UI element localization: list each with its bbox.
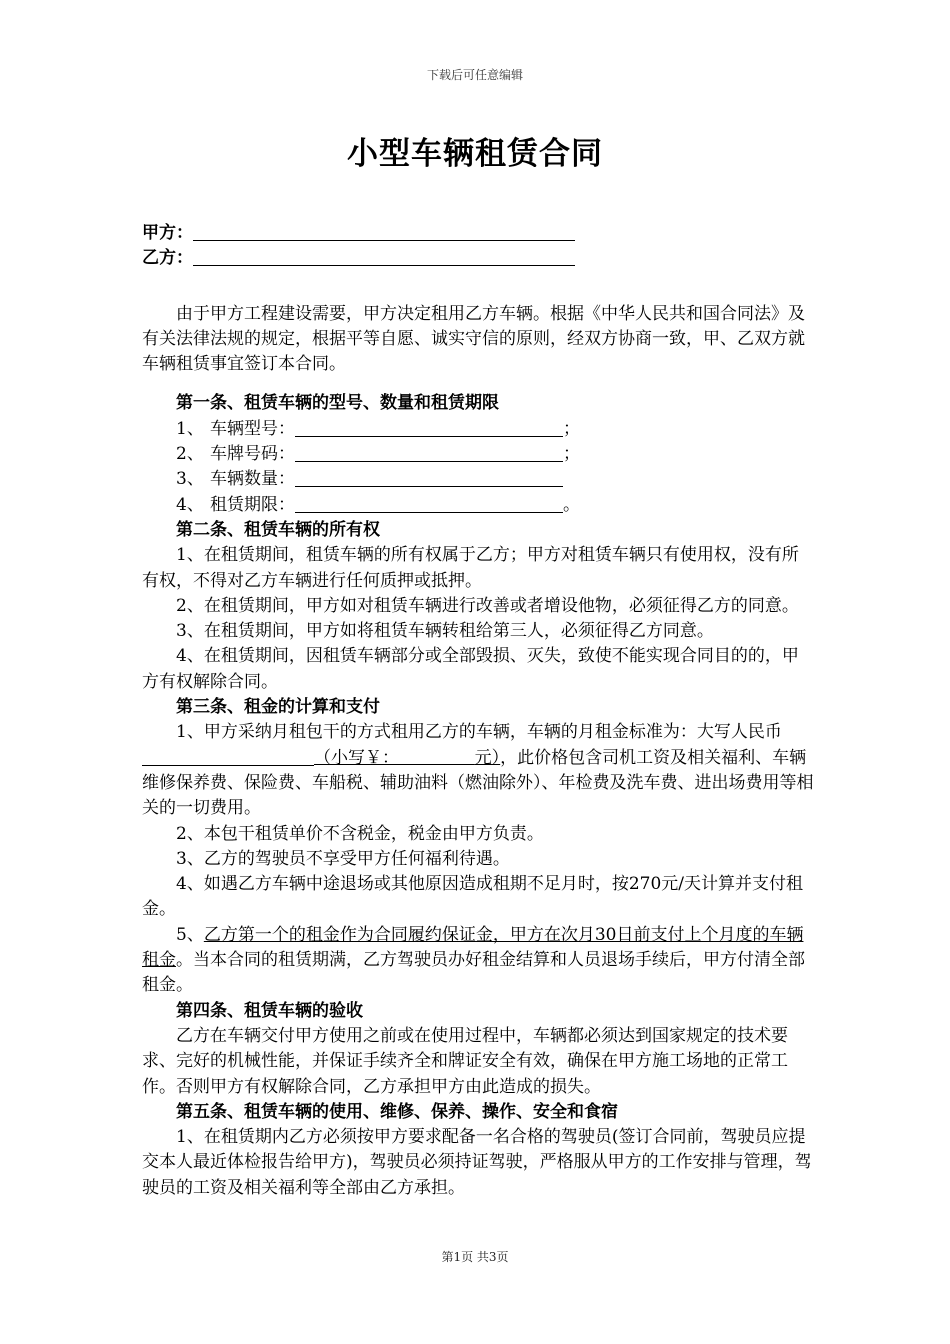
vehicle-model-blank	[295, 418, 563, 437]
party-b-line	[142, 246, 814, 271]
page-number: 第1页 共3页	[441, 1250, 509, 1264]
article3-heading: 第三条、租金的计算和支付	[176, 697, 380, 718]
article2-paragraph: 3、在租赁期间，甲方如将租赁车辆转租给第三人，必须征得乙方同意。	[176, 621, 714, 642]
article3-paragraph-1	[142, 720, 814, 821]
vehicle-count-blank	[295, 468, 563, 487]
item-label: 车辆数量：	[210, 469, 295, 490]
rent-inclusion-text: ，此价格包含司机工资及相关福利、车辆维修保养费、保险费、车船税、辅助油料（燃油除外）、年检费及洗车费、进出场费用等相关的一切费用。	[142, 747, 814, 819]
article1-item	[142, 467, 814, 492]
item-number: 4、	[176, 494, 204, 515]
article3-paragraph-3: 3、乙方的驾驶员不享受甲方任何福利待遇。	[176, 848, 510, 869]
article1-item	[142, 417, 814, 442]
rent-lowercase-blank	[399, 748, 475, 768]
item-number: 1、	[176, 418, 204, 439]
article4-heading: 第四条、租赁车辆的验收	[176, 1000, 363, 1021]
plate-number-blank	[295, 443, 563, 462]
preamble-paragraph: 由于甲方工程建设需要，甲方决定租用乙方车辆。根据《中华人民共和国合同法》及有关法律法规的规定，根据平等自愿、诚实守信的原则，经双方协商一致，甲、乙双方就车辆租赁事宜签订本合同。	[142, 303, 805, 375]
article2-paragraph: 4、在租赁期间，因租赁车辆部分或全部毁损、灭失，致使不能实现合同目的的，甲方有权解除合同。	[142, 646, 799, 692]
party-a-blank	[193, 222, 575, 241]
party-a-line	[142, 221, 814, 246]
rent-unit: 元）	[474, 747, 501, 768]
item-number: 2、	[176, 444, 204, 465]
rent-lowercase-label: （小写￥：	[314, 747, 399, 768]
article3-paragraph-5	[142, 923, 814, 999]
document-body	[142, 221, 814, 1201]
item-end: ；	[563, 444, 580, 465]
party-b-label: 乙方：	[142, 248, 193, 269]
article2-heading: 第二条、租赁车辆的所有权	[176, 519, 380, 540]
item-number: 5、	[176, 924, 204, 945]
item-end: 。	[563, 494, 580, 515]
article5-paragraph: 1、在租赁期内乙方必须按甲方要求配备一名合格的驾驶员(签订合同前，驾驶员应提交本人最近体检报告给甲方)，驾驶员必须持证驾驶，严格服从甲方的工作安排与管理，驾驶员的工资及相关福利等全部由乙方承担。	[142, 1127, 812, 1198]
article2-paragraph: 2、在租赁期间，甲方如对租赁车辆进行改善或者增设他物，必须征得乙方的同意。	[176, 595, 799, 616]
rent-uppercase-blank	[142, 747, 314, 766]
item-number: 3、	[176, 469, 204, 490]
article1-heading: 第一条、租赁车辆的型号、数量和租赁期限	[176, 393, 499, 414]
article3-paragraph-2: 2、本包干租赁单价不含税金，税金由甲方负责。	[176, 823, 544, 844]
article1-item	[142, 493, 814, 518]
item-end: ；	[563, 418, 580, 439]
item-label: 租赁期限：	[210, 494, 295, 515]
party-a-label: 甲方：	[142, 223, 193, 243]
article5-heading: 第五条、租赁车辆的使用、维修、保养、操作、安全和食宿	[176, 1101, 618, 1122]
article1-item	[142, 442, 814, 467]
lease-term-blank	[295, 494, 563, 513]
item-label: 车牌号码：	[210, 444, 295, 465]
deposit-clause-underlined: 乙方第一个的租金作为合同履约保证金，甲方在次月30日前支付上个月度的车辆租金	[142, 924, 804, 971]
deposit-clause-rest: 。当本合同的租赁期满，乙方驾驶员办好租金结算和人员退场手续后，甲方付清全部租金。	[142, 950, 805, 996]
rent-standard-text: 1、甲方采纳月租包干的方式租用乙方的车辆，车辆的月租金标准为：大写人民币	[176, 722, 782, 743]
article4-paragraph: 乙方在车辆交付甲方使用之前或在使用过程中，车辆都必须达到国家规定的技术要求、完好的机械性能，并保证手续齐全和牌证安全有效，确保在甲方施工场地的正常工作。否则甲方有权解除合同，乙方承担甲方由此造成的损失。	[142, 1025, 788, 1097]
article2-paragraph: 1、在租赁期间，租赁车辆的所有权属于乙方；甲方对租赁车辆只有使用权，没有所有权，不得对乙方车辆进行任何质押或抵押。	[142, 545, 799, 591]
download-note: 下载后可任意编辑	[426, 68, 523, 82]
document-title: 小型车辆租赁合同	[347, 136, 603, 172]
party-b-blank	[193, 247, 575, 266]
item-label: 车辆型号：	[210, 418, 295, 439]
article3-paragraph-4: 4、如遇乙方车辆中途退场或其他原因造成租期不足月时，按270元/天计算并支付租金。	[142, 874, 803, 920]
